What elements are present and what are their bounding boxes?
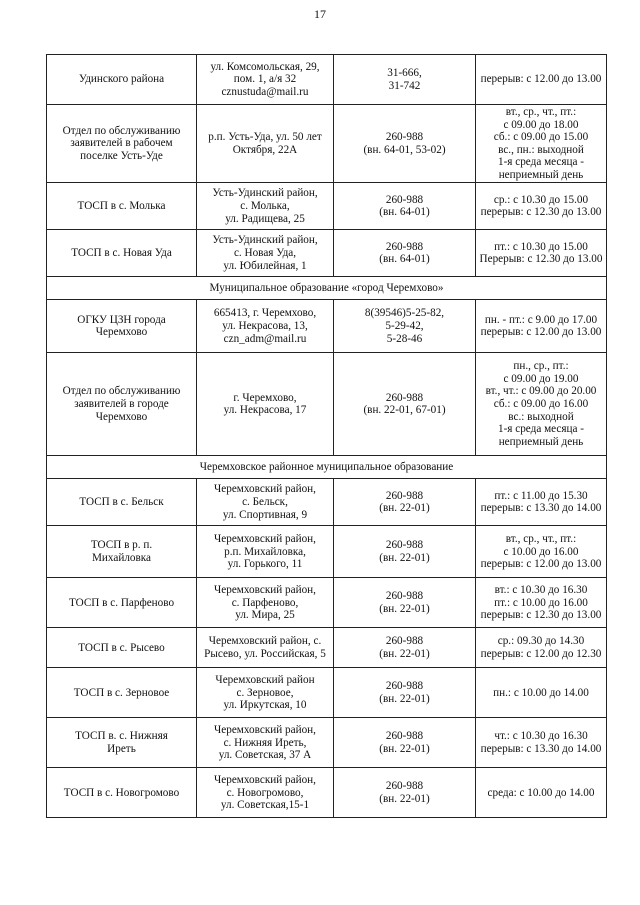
hours-cell: перерыв: с 12.00 до 13.00 <box>476 55 607 105</box>
hours-cell: пт.: с 11.00 до 15.30 перерыв: с 13.30 до 14.00 <box>476 479 607 526</box>
address-cell: г. Черемхово, ул. Некрасова, 17 <box>197 353 334 456</box>
hours-cell: вт.: с 10.30 до 16.30 пт.: с 10.00 до 16.00 перерыв: с 12.30 до 13.00 <box>476 578 607 628</box>
organization-cell: Отдел по обслуживанию заявителей в городе Черемхово <box>47 353 197 456</box>
table-row <box>47 628 607 668</box>
address-cell: Черемховский район с. Зерновое, ул. Иркутская, 10 <box>197 668 334 718</box>
table-row <box>47 479 607 526</box>
address-cell: Черемховский район, р.п. Михайловка, ул. Горького, 11 <box>197 526 334 578</box>
organization-cell: ТОСП в. с. Нижняя Иреть <box>47 718 197 768</box>
address-cell: Черемховский район, с. Парфеново, ул. Мира, 25 <box>197 578 334 628</box>
address-cell: 665413, г. Черемхово, ул. Некрасова, 13, czn_adm@mail.ru <box>197 300 334 353</box>
organization-cell: ТОСП в р. п. Михайловка <box>47 526 197 578</box>
organization-cell: Отдел по обслуживанию заявителей в рабочем поселке Усть-Уде <box>47 105 197 183</box>
section-title: Муниципальное образование «город Черемхово» <box>47 277 607 300</box>
page-number: 17 <box>314 7 326 21</box>
table-row <box>47 718 607 768</box>
phone-cell: 260-988 (вн. 64-01) <box>334 230 476 277</box>
hours-cell: пн.: с 10.00 до 14.00 <box>476 668 607 718</box>
phone-cell: 260-988 (вн. 22-01) <box>334 768 476 818</box>
address-cell: Черемховский район, с. Бельск, ул. Спортивная, 9 <box>197 479 334 526</box>
phone-cell: 260-988 (вн. 22-01) <box>334 479 476 526</box>
hours-cell: чт.: с 10.30 до 16.30 перерыв: с 13.30 до 14.00 <box>476 718 607 768</box>
table-row <box>47 105 607 183</box>
table-row <box>47 230 607 277</box>
organization-cell: ТОСП в с. Новая Уда <box>47 230 197 277</box>
hours-cell: вт., ср., чт., пт.: с 10.00 до 16.00 перерыв: с 12.00 до 13.00 <box>476 526 607 578</box>
phone-cell: 260-988 (вн. 22-01) <box>334 668 476 718</box>
hours-cell: пт.: с 10.30 до 15.00 Перерыв: с 12.30 до 13.00 <box>476 230 607 277</box>
organization-cell: ТОСП в с. Молька <box>47 183 197 230</box>
table-row <box>47 668 607 718</box>
address-cell: Черемховский район, с. Рысево, ул. Российская, 5 <box>197 628 334 668</box>
phone-cell: 31-666, 31-742 <box>334 55 476 105</box>
phone-cell: 260-988 (вн. 22-01) <box>334 628 476 668</box>
table-row <box>47 300 607 353</box>
organization-cell: ТОСП в с. Новогромово <box>47 768 197 818</box>
address-cell: ул. Комсомольская, 29, пом. 1, а/я 32 cznustuda@mail.ru <box>197 55 334 105</box>
address-cell: Черемховский район, с. Новогромово, ул. Советская,15-1 <box>197 768 334 818</box>
address-cell: Усть-Удинский район, с. Новая Уда, ул. Юбилейная, 1 <box>197 230 334 277</box>
organization-cell: ТОСП в с. Бельск <box>47 479 197 526</box>
phone-cell: 260-988 (вн. 22-01) <box>334 526 476 578</box>
phone-cell: 8(39546)5-25-82, 5-29-42, 5-28-46 <box>334 300 476 353</box>
phone-cell: 260-988 (вн. 64-01) <box>334 183 476 230</box>
hours-cell: среда: с 10.00 до 14.00 <box>476 768 607 818</box>
hours-cell: ср.: с 10.30 до 15.00 перерыв: с 12.30 до 13.00 <box>476 183 607 230</box>
organization-cell: ОГКУ ЦЗН города Черемхово <box>47 300 197 353</box>
hours-cell: пн. - пт.: с 9.00 до 17.00 перерыв: с 12.00 до 13.00 <box>476 300 607 353</box>
phone-cell: 260-988 (вн. 22-01) <box>334 718 476 768</box>
address-cell: р.п. Усть-Уда, ул. 50 лет Октября, 22А <box>197 105 334 183</box>
hours-cell: пн., ср., пт.: с 09.00 до 19.00 вт., чт.: с 09.00 до 20.00 сб.: с 09.00 до 16.00 вс.: выходной 1-я среда месяца - неприемный день <box>476 353 607 456</box>
offices-table-body <box>47 55 607 818</box>
offices-table <box>46 54 607 818</box>
table-row <box>47 55 607 105</box>
section-title: Черемховское районное муниципальное образование <box>47 456 607 479</box>
phone-cell: 260-988 (вн. 22-01) <box>334 578 476 628</box>
table-row <box>47 183 607 230</box>
organization-cell: ТОСП в с. Зерновое <box>47 668 197 718</box>
hours-cell: вт., ср., чт., пт.: с 09.00 до 18.00 сб.: с 09.00 до 15.00 вс., пн.: выходной 1-я среда месяца - неприемный день <box>476 105 607 183</box>
table-row <box>47 768 607 818</box>
section-header-row <box>47 277 607 300</box>
hours-cell: ср.: 09.30 до 14.30 перерыв: с 12.00 до 12.30 <box>476 628 607 668</box>
phone-cell: 260-988 (вн. 64-01, 53-02) <box>334 105 476 183</box>
address-cell: Черемховский район, с. Нижняя Иреть, ул. Советская, 37 А <box>197 718 334 768</box>
organization-cell: ТОСП в с. Парфеново <box>47 578 197 628</box>
table-row <box>47 353 607 456</box>
table-row <box>47 578 607 628</box>
section-header-row <box>47 456 607 479</box>
organization-cell: ТОСП в с. Рысево <box>47 628 197 668</box>
address-cell: Усть-Удинский район, с. Молька, ул. Радищева, 25 <box>197 183 334 230</box>
phone-cell: 260-988 (вн. 22-01, 67-01) <box>334 353 476 456</box>
organization-cell: Удинского района <box>47 55 197 105</box>
table-row <box>47 526 607 578</box>
